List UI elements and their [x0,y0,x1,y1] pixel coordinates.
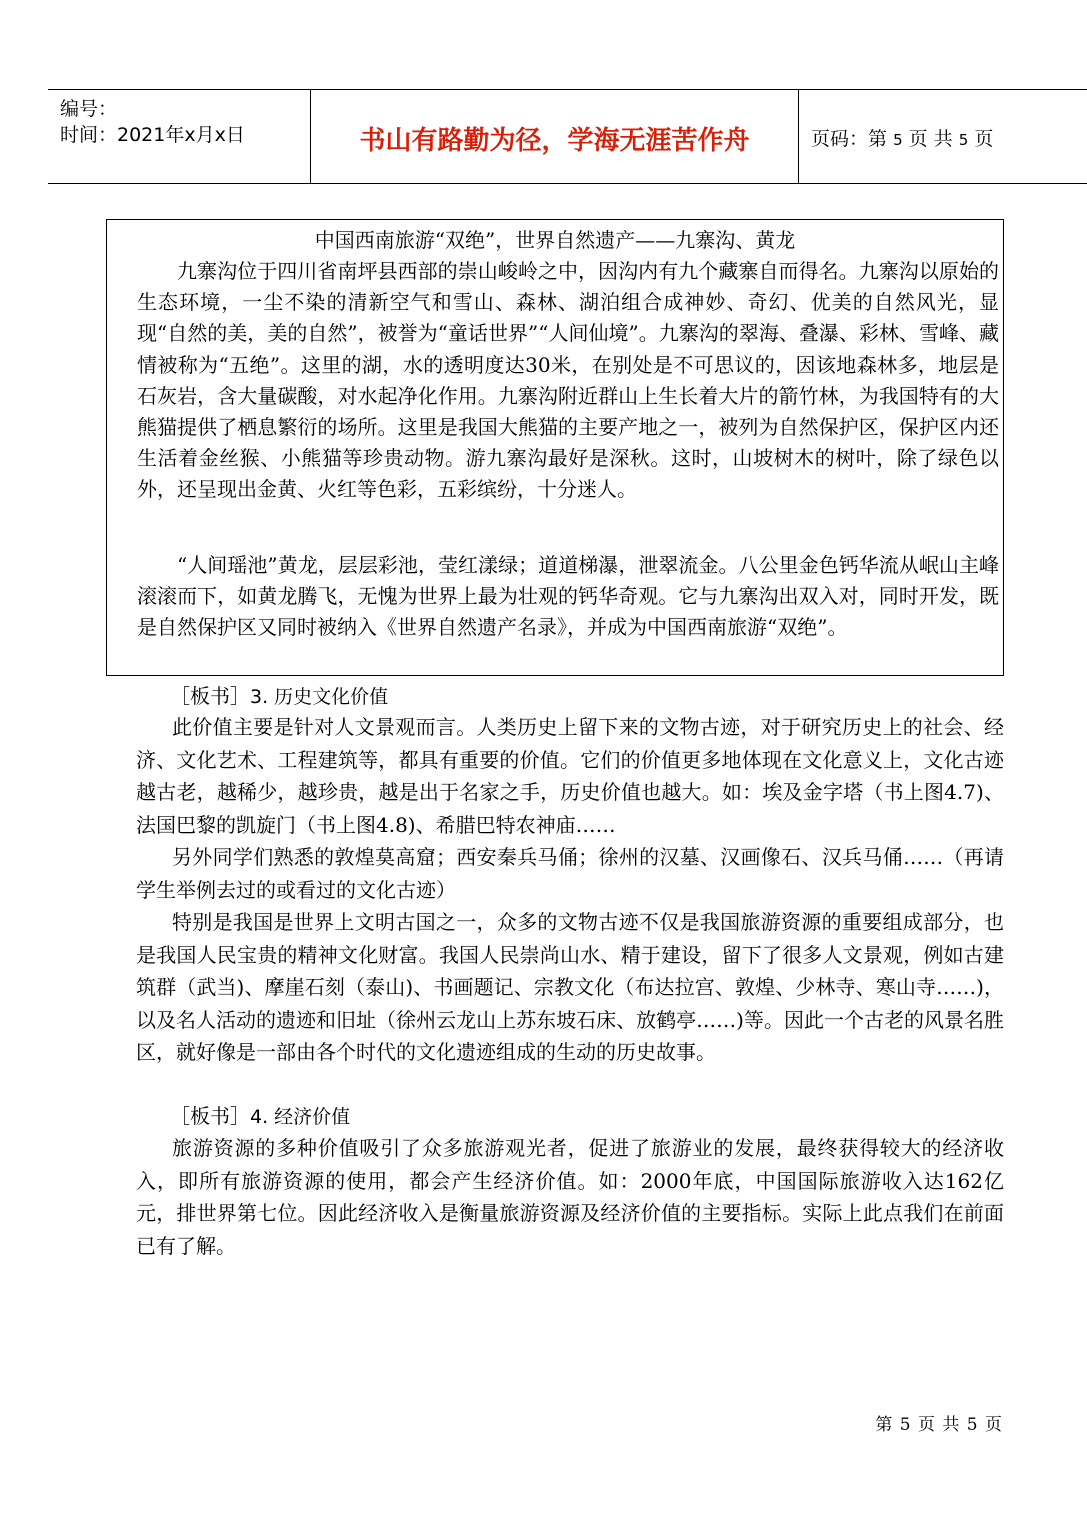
box-paragraph-jiuzhaigou: 九寨沟位于四川省南坪县西部的崇山峻岭之中，因沟内有九个藏寨自而得名。九寨沟以原始的生态环境，一尘不染的清新空气和雪山、森林、湖泊组合成神妙、奇幻、优美的自然风光，显现“自然的美，美的自然”，被誉为“童话世界”“人间仙境”。九寨沟的翠海、叠瀑、彩林、雪峰、藏情被称为“五绝”。这里的湖，水的透明度达30米，在别处是不可思议的，因该地森林多，地层是石灰岩，含大量碳酸，对水起净化作用。九寨沟附近群山上生长着大片的箭竹林，为我国特有的大熊猫提供了栖息繁衍的场所。这里是我国大熊猫的主要产地之一，被列为自然保护区，保护区内还生活着金丝猴、小熊猫等珍贵动物。游九寨沟最好是深秋。这时，山坡树木的树叶，除了绿色以外，还呈现出金黄、火红等色彩，五彩缤纷，十分迷人。 [137,259,999,502]
header-meta-cell [48,90,311,183]
section4-title: 4. 经济价值 [250,1106,351,1128]
section3-heading [170,680,1004,714]
box-title: 中国西南旅游“双绝”，世界自然遗产——九寨沟、黄龙 [314,228,796,252]
section3-paragraph-3: 特别是我国是世界上文明古国之一，众多的文物古迹不仅是我国旅游资源的重要组成部分，也是我国人民宝贵的精神文化财富。我国人民崇尚山水、精于建设，留下了很多人文景观，例如古建筑群（武当)、摩崖石刻（泰山)、书画题记、宗教文化（布达拉宫、敦煌、少林寺、寒山寺……)，以及名人活动的遗迹和旧址（徐州云龙山上苏东坡石床、放鹤亭……)等。因此一个古老的风景名胜区，就好像是一部由各个时代的文化遗迹组成的生动的历史故事。 [136,910,1004,1064]
page-code [811,124,993,151]
reading-box [106,219,1004,676]
time-label: 时间：2021年x月x日 [60,124,245,146]
box-paragraph-huanglong: “人间瑶池”黄龙，层层彩池，莹红漾绿；道道梯瀑，泄翠流金。八公里金色钙华流从岷山主峰滚滚而下，如黄龙腾飞，无愧为世界上最为壮观的钙华奇观。它与九寨沟出双入对，同时开发，既是自然保护区又同时被纳入《世界自然遗产名录》，并成为中国西南旅游“双绝”。 [137,553,999,640]
section4-heading [170,1100,1004,1134]
header-motto-cell [311,90,799,183]
section4-tag: ［板书］ [170,1104,250,1128]
header-page-cell [799,90,1087,183]
page-code-suffix: 页 [974,128,994,150]
section3-paragraph-2: 另外同学们熟悉的敦煌莫高窟；西安秦兵马俑；徐州的汉墓、汉画像石、汉兵马俑……（再请学生举例去过的或看过的文化古迹） [136,845,1004,902]
section4-paragraph-1: 旅游资源的多种价值吸引了众多旅游观光者，促进了旅游业的发展，最终获得较大的经济收入，即所有旅游资源的使用，都会产生经济价值。如：2000年底，中国国际旅游收入达162亿元，排世界第七位。因此经济收入是衡量旅游资源及经济价值的主要指标。实际上此点我们在前面已有了解。 [136,1136,1004,1258]
motto: 书山有路勤为径，学海无涯苦作舟 [359,126,750,156]
section3-title: 3. 历史文化价值 [250,686,389,708]
document-header [48,89,1087,184]
section3-paragraph-1: 此价值主要是针对人文景观而言。人类历史上留下来的文物古迹，对于研究历史上的社会、经济、文化艺术、工程建筑等，都具有重要的价值。它们的价值更多地体现在文化意义上，文化古迹越古老，越稀少，越珍贵，越是出于名家之手，历史价值也越大。如：埃及金字塔（书上图4.7)、法国巴黎的凯旋门（书上图4.8)、希腊巴特农神庙…… [136,715,1004,837]
number-label: 编号： [60,98,118,120]
page-footer: 第 5 页 共 5 页 [875,1415,1003,1435]
page-code-mid: 页 共 [908,128,953,150]
page-current: 5 [893,131,903,149]
page-code-prefix: 页码：第 [811,128,888,150]
section3-tag: ［板书］ [170,684,250,708]
page-total: 5 [958,131,969,149]
